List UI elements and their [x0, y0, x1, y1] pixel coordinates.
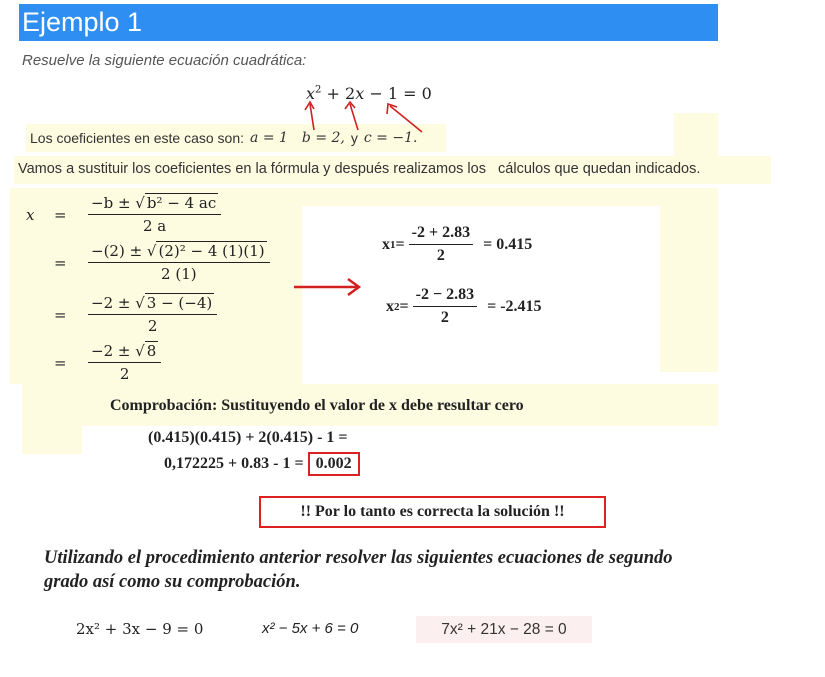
substitute-text: Vamos a sustituir los coeficientes en la fórmula y después realizamos los cálculos que quedan indicados.: [18, 161, 701, 177]
arrow-c-head: [387, 104, 397, 114]
arrow-c: [390, 106, 422, 132]
exercise-3: 7x² + 21x − 28 = 0: [416, 616, 592, 643]
formula-step-3: = $\frac{-2 \pm √ 3 - (-4)}{2}$: [26, 294, 221, 335]
formula-step-4: = $\frac{-2 \pm √ 8}{2}$: [26, 342, 165, 383]
highlight-block: [660, 206, 718, 372]
formula-step-1: x = $\frac{\text{−b ± √ b² − 4 ac}}{2 a}$: [26, 194, 225, 235]
coefficients-text: Los coeficientes en este caso son:: [30, 130, 245, 146]
page-title: Ejemplo 1: [22, 7, 143, 37]
check-line-1: (0.415)(0.415) + 2(0.415) - 1 =: [148, 429, 348, 446]
main-equation: $x^2 + 2x - 1 = 0$: [306, 84, 432, 103]
instruction-text: Resuelve la siguiente ecuación cuadrática:: [22, 52, 307, 69]
exercise-2: x² − 5x + 6 = 0: [262, 620, 359, 637]
coefficients-line: Los coeficientes en este caso son: a = 1 b = 2, y c = −1.: [30, 130, 418, 146]
exercise-1: 2x² + 3x − 9 = 0: [76, 620, 204, 638]
check-result: 0.002: [308, 452, 360, 476]
solution-x2: x 2 = $\frac{-2 - 2.83}{2}$ = -2.415: [386, 286, 542, 326]
result-arrow-icon: [292, 276, 364, 298]
conclusion-box: !! Por lo tanto es correcta la solución !!: [259, 496, 606, 528]
highlight-block: [302, 188, 718, 206]
check-line-2: 0,172225 + 0.83 - 1 = 0.002: [164, 452, 360, 476]
exercise-instruction: Utilizando el procedimiento anterior resolver las siguientes ecuaciones de segundo grado así como su comprobación.: [44, 548, 673, 592]
check-heading: Comprobación: Sustituyendo el valor de x debe resultar cero: [110, 397, 524, 414]
solution-x1: x 1 = $\frac{-2 + 2.83}{2}$ = 0.415: [382, 224, 533, 264]
formula-step-2: = $\frac{\text{−(2) ± √ (2)² − 4 (1)(1)}}{2 (1)}$: [26, 242, 274, 283]
highlight-block: [22, 384, 82, 454]
